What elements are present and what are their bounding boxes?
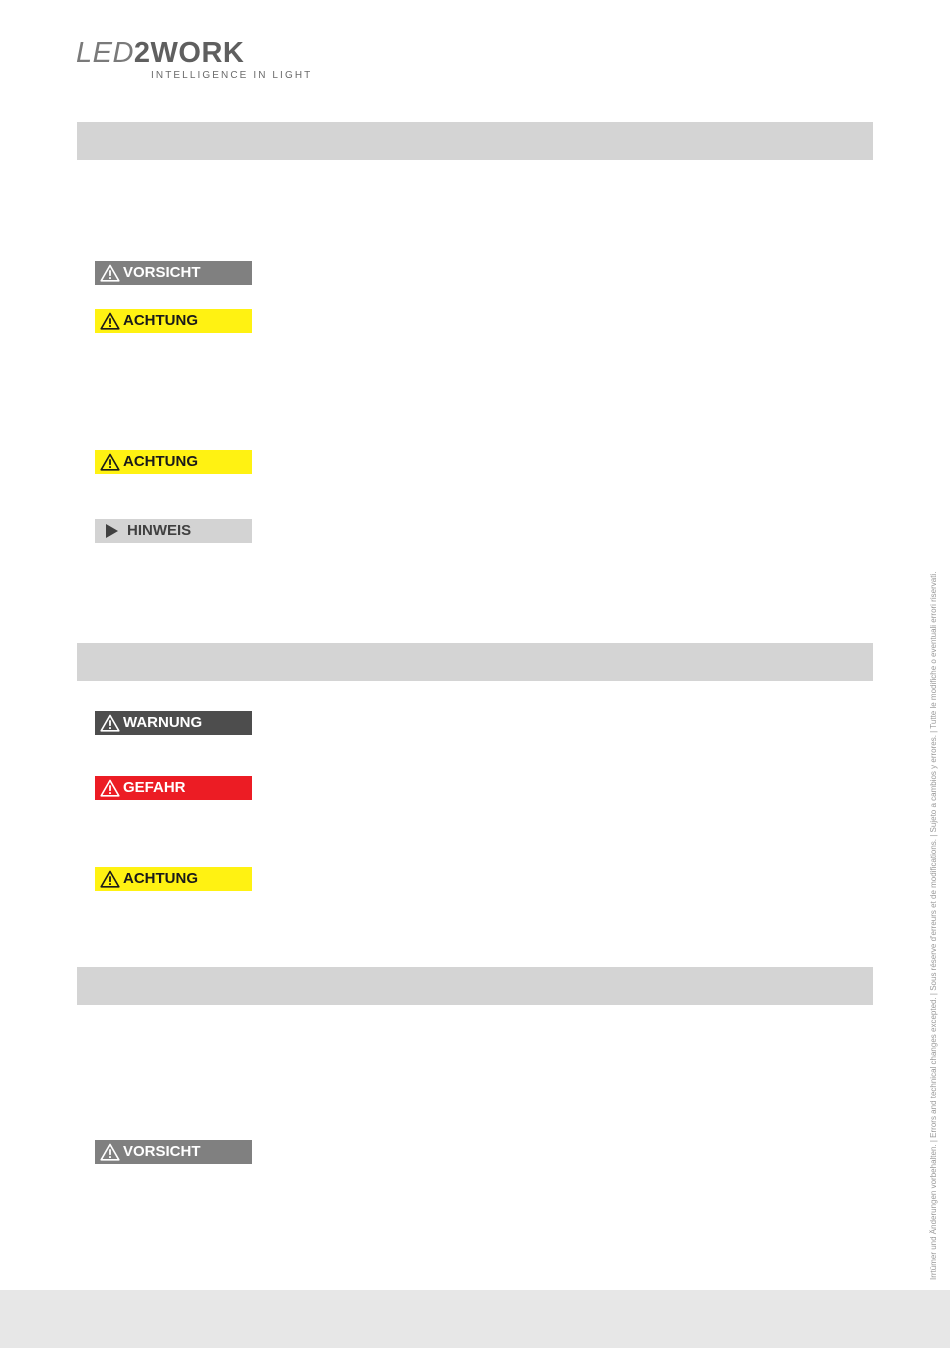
warning-triangle-icon (100, 779, 120, 797)
warning-triangle-icon (100, 264, 120, 282)
caution-label (95, 261, 252, 285)
caution-label (95, 1140, 252, 1164)
play-arrow-icon (105, 523, 119, 539)
logo-tagline: INTELLIGENCE IN LIGHT (151, 70, 313, 81)
page-footer (0, 1290, 950, 1348)
warning-label (95, 711, 252, 735)
notice-label-text: HINWEIS (127, 522, 192, 539)
section-header-2 (77, 643, 873, 681)
warning-triangle-icon (100, 714, 120, 732)
attention-label-text: ACHTUNG (123, 870, 198, 887)
logo-led-text: LED (76, 37, 134, 69)
warning-label-text: WARNUNG (123, 714, 203, 731)
logo-work-text: 2WORK (133, 37, 245, 69)
caution-label-text: VORSICHT (123, 1143, 201, 1160)
logo-wordmark (76, 36, 244, 70)
section-header-1 (77, 122, 873, 160)
attention-label (95, 867, 252, 891)
caution-label-text: VORSICHT (123, 264, 201, 281)
danger-label (95, 776, 252, 800)
warning-triangle-icon (100, 870, 120, 888)
danger-label-text: GEFAHR (123, 779, 186, 796)
attention-label-text: ACHTUNG (123, 453, 198, 470)
brand-logo (76, 36, 313, 84)
warning-triangle-icon (100, 1143, 120, 1161)
disclaimer-side-note: Irrtümer und Änderungen vorbehalten. | Errors and technical changes excepted. | Sous réserve d'erreurs et de modifications. | Sujeto a cambios y errores. | Tutte le modifiche o eventuali errori riservati. (929, 571, 938, 1280)
section-header-3 (77, 967, 873, 1005)
notice-label (95, 519, 252, 543)
attention-label-text: ACHTUNG (123, 312, 198, 329)
warning-triangle-icon (100, 453, 120, 471)
attention-label (95, 309, 252, 333)
attention-label (95, 450, 252, 474)
warning-triangle-icon (100, 312, 120, 330)
